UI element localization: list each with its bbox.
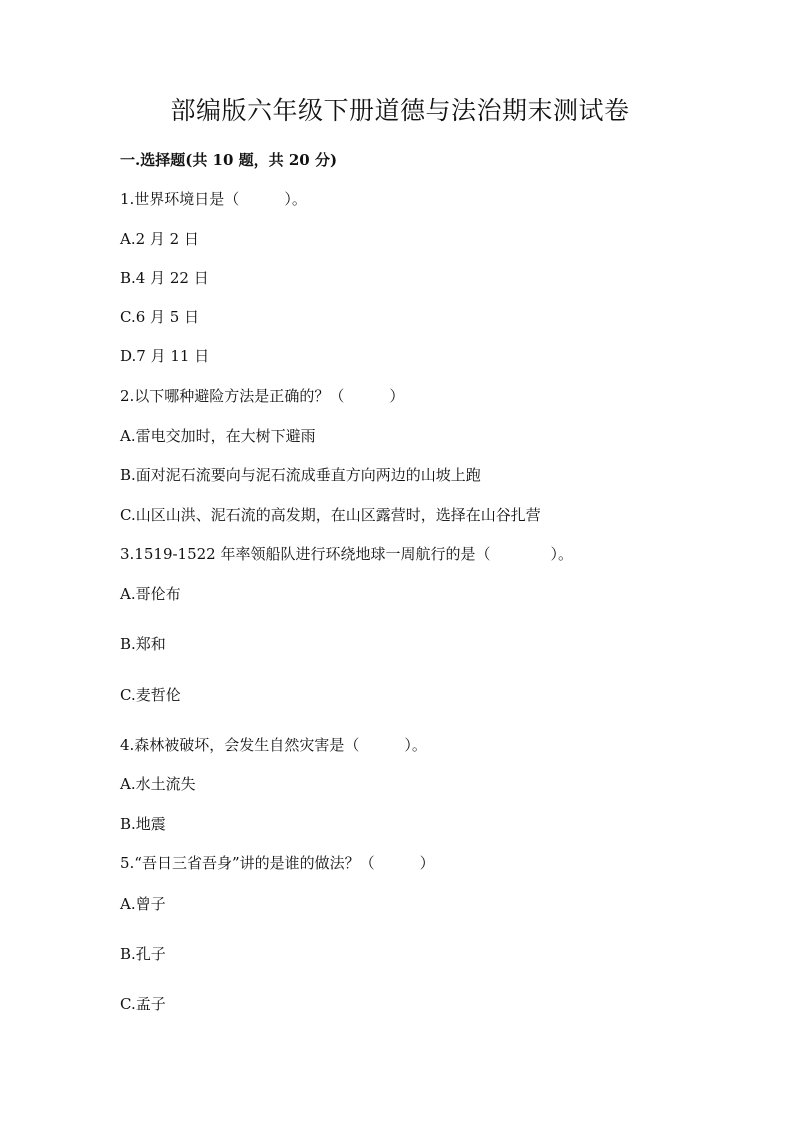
- answer-option: A.雷电交加时，在大树下避雨: [120, 427, 316, 445]
- answer-option: A.2 月 2 日: [120, 230, 199, 248]
- answer-option: A.曾子: [120, 895, 166, 913]
- answer-option: B.地震: [120, 815, 166, 833]
- question-stem: 3.1519-1522 年率领船队进行环绕地球一周航行的是（ ）。: [120, 545, 573, 563]
- answer-option: A.哥伦布: [120, 585, 181, 603]
- answer-option: D.7 月 11 日: [120, 347, 210, 365]
- question-stem: 5.“吾日三省吾身”讲的是谁的做法？（ ）: [120, 854, 435, 872]
- answer-option: C.孟子: [120, 995, 166, 1013]
- answer-option: B.郑和: [120, 635, 166, 653]
- question-stem: 4.森林被破坏，会发生自然灾害是（ ）。: [120, 736, 427, 754]
- answer-option: B.孔子: [120, 945, 166, 963]
- section-heading: 一.选择题(共 10 题，共 20 分): [120, 151, 338, 169]
- question-stem: 1.世界环境日是（ ）。: [120, 190, 307, 208]
- answer-option: C.6 月 5 日: [120, 308, 200, 326]
- answer-option: C.山区山洪、泥石流的高发期，在山区露营时，选择在山谷扎营: [120, 506, 541, 524]
- page-title: 部编版六年级下册道德与法治期末测试卷: [170, 96, 630, 125]
- question-stem: 2.以下哪种避险方法是正确的？（ ）: [120, 387, 405, 405]
- answer-option: A.水土流失: [120, 775, 196, 793]
- answer-option: C.麦哲伦: [120, 686, 181, 704]
- answer-option: B.4 月 22 日: [120, 269, 209, 287]
- answer-option: B.面对泥石流要向与泥石流成垂直方向两边的山坡上跑: [120, 466, 481, 484]
